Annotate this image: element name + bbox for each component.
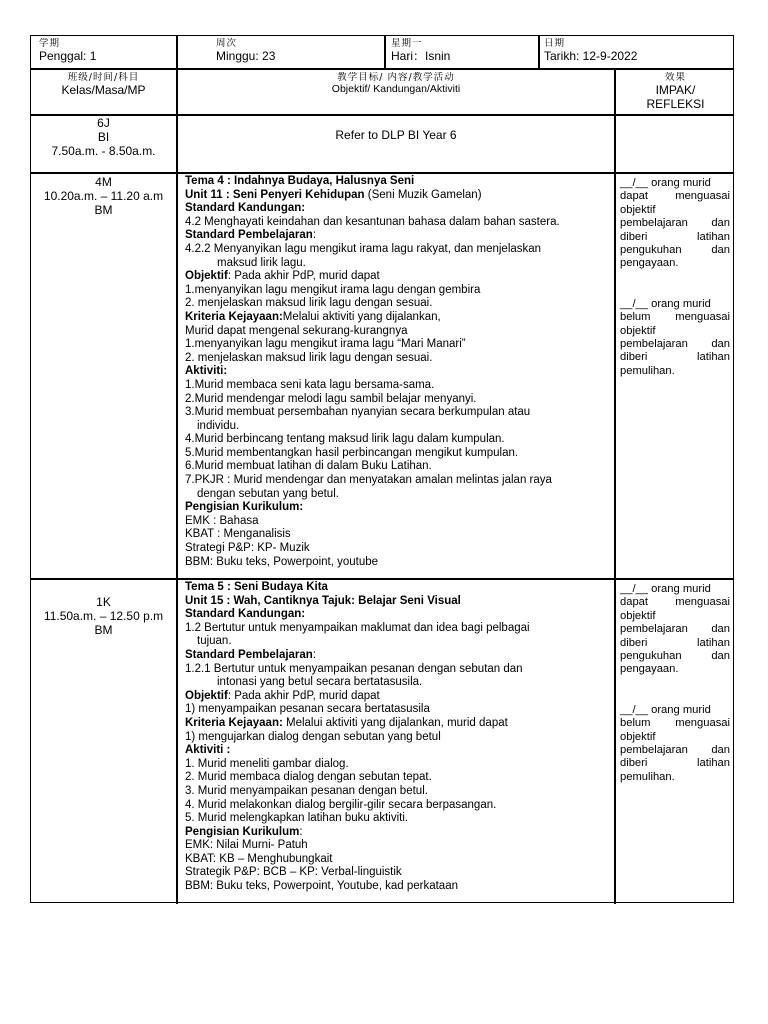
row2-akt-3b: individu. (197, 419, 240, 432)
class-column-header (31, 72, 176, 97)
row2-tema: Tema 4 : Indahnya Budaya, Halusnya Seni (185, 175, 415, 187)
row3-refl-a5: diberi latihan (620, 636, 730, 649)
row2-unit-sub: (Seni Muzik Gamelan) (364, 188, 482, 201)
lesson-plan-table (30, 35, 734, 903)
row2-sp-title-line: Standard Pembelajaran: (185, 229, 317, 242)
row3-akt-title: Aktiviti : (185, 744, 231, 757)
row3-refl-b2: belum menguasai (620, 717, 730, 730)
row2-reflection (616, 173, 735, 378)
row3-time: 11.50a.m. – 12.50 p.m (43, 609, 164, 623)
row2-kk-title: Kriteria Kejayaan: (185, 310, 283, 323)
row2-refl-a5: diberi latihan (620, 230, 730, 243)
row3-refl-a4: pembelajaran dan (620, 623, 730, 636)
row3-pk-3: Strategik P&P: BCB – KP: Verbal-linguistik (185, 866, 402, 879)
row3-akt-1: 1. Murid meneliti gambar dialog. (185, 757, 349, 770)
impact-header-ms-1: IMPAK/ (655, 83, 696, 97)
row1-subject: BI (97, 130, 110, 144)
row3-kk-rest: Melalui aktiviti yang dijalankan, murid dapat (282, 716, 508, 729)
row2-sp-title: Standard Pembelajaran (185, 229, 313, 242)
day-label: 星期一 (391, 38, 423, 49)
row2-content (178, 173, 614, 578)
row3-refl-a6: pengukuhan dan (620, 650, 730, 663)
row1-time: 7.50a.m. - 8.50a.m. (51, 144, 156, 158)
row2-refl-a3: objektif (620, 203, 656, 216)
row3-akt-5: 5. Murid melengkapkan latihan buku aktiviti. (185, 812, 409, 825)
row2-refl-b3: objektif (620, 324, 656, 337)
row3-refl-a7: pengayaan. (620, 663, 679, 676)
row2-refl-b4: pembelajaran dan (620, 338, 730, 351)
row3-refl-b3: objektif (620, 730, 656, 743)
row3-refl-b5: diberi latihan (620, 757, 730, 770)
row3-tema: Tema 5 : Seni Budaya Kita (185, 581, 328, 593)
row2-refl-b1: __/__ orang murid (620, 297, 711, 310)
row2-pk-title: Pengisian Kurikulum: (185, 501, 304, 514)
row2-kk-rest: Melalui aktiviti yang dijalankan, (282, 310, 441, 323)
content-header-cn: 教学目标/ 内容/教学活动 (337, 72, 455, 83)
row2-akt-7a: 7.PKJR : Murid mendengar dan menyatakan amalan melintas jalan raya (185, 474, 552, 487)
row2-akt-2: 2.Murid mendengar melodi lagu sambil belajar menyanyi. (185, 392, 477, 405)
day-value: Hari：Isnin (391, 49, 451, 63)
row3-kk-line (185, 717, 610, 731)
row3-sp-title-line: Standard Pembelajaran: (185, 648, 317, 661)
row2-akt-3a: 3.Murid membuat persembahan nyanyian secara berkumpulan atau (185, 406, 531, 419)
row2-kk-line (185, 311, 610, 325)
row2-akt-6: 6.Murid membuat latihan di dalam Buku Latihan. (185, 460, 432, 473)
row2-unit-title: Unit 11 : Seni Penyeri Kehidupan (185, 188, 365, 201)
col-divider (176, 36, 178, 69)
row3-obj-title: Objektif (185, 689, 228, 702)
row2-obj-1: 1.menyanyikan lagu mengikut irama lagu dengan gembira (185, 283, 481, 296)
row2-kk-2: 2. menjelaskan maksud lirik lagu dengan sesuai. (185, 351, 433, 364)
row3-subject: BM (94, 623, 113, 637)
row3-akt-4: 4. Murid melakonkan dialog bergilir-gilir secara berpasangan. (185, 798, 497, 811)
row3-sp-text-1: 1.2.1 Bertutur untuk menyampaikan pesanan dengan sebutan dan (185, 662, 523, 675)
row-divider (31, 68, 733, 70)
row3-class-cell (31, 595, 176, 637)
row2-sk-text: 4.2 Menghayati keindahan dan kesantunan bahasa dalam bahan sastera. (185, 215, 560, 228)
row2-sp-text-1: 4.2.2 Menyanyikan lagu mengikut irama lagu rakyat, dan menjelaskan (185, 242, 542, 255)
row1-class-cell (31, 116, 176, 158)
row2-refl-a7: pengayaan. (620, 257, 679, 270)
content-column-header (178, 72, 614, 96)
week-value: Minggu: 23 (216, 49, 276, 63)
row2-refl-b2: belum menguasai (620, 311, 730, 324)
row3-obj-line (185, 690, 610, 704)
row2-subject: BM (94, 203, 113, 217)
row3-pk-2: KBAT: KB – Menghubungkait (185, 852, 333, 865)
row3-refl-b4: pembelajaran dan (620, 744, 730, 757)
row3-refl-b6: pemulihan. (620, 770, 675, 783)
row3-akt-2: 2. Murid membaca dialog dengan sebutan tepat. (185, 771, 432, 784)
row3-pk-1: EMK: Nilai Murni- Patuh (185, 839, 308, 852)
date-label: 日期 (544, 38, 566, 49)
row3-class: 1K (96, 595, 111, 609)
row3-sk-text-2: tujuan. (197, 635, 232, 648)
row2-kk-line2: Murid dapat mengenal sekurang-kurangnya (185, 324, 408, 337)
impact-header-cn: 效果 (664, 72, 686, 83)
row2-time: 10.20a.m. – 11.20 a.m (43, 189, 164, 203)
row3-kk-1: 1) mengujarkan dialog dengan sebutan yang betul (185, 730, 441, 743)
impact-header-ms-2: REFLEKSI (646, 97, 705, 111)
row2-akt-title: Aktiviti: (185, 365, 228, 378)
row3-pk-title-line: Pengisian Kurikulum: (185, 825, 303, 838)
row2-kk-1: 1.menyanyikan lagu mengikut irama lagu “Mari Manari” (185, 338, 466, 351)
row3-pk-title: Pengisian Kurikulum (185, 825, 300, 838)
day-cell (391, 38, 536, 63)
date-value: Tarikh: 12-9-2022 (544, 49, 638, 63)
row2-class: 4M (95, 175, 112, 189)
row3-sp-title: Standard Pembelajaran (185, 648, 313, 661)
row3-kk-title: Kriteria Kejayaan: (185, 716, 283, 729)
row2-refl-b5: diberi latihan (620, 351, 730, 364)
row2-akt-7b: dengan sebutan yang betul. (197, 487, 339, 500)
col-divider (538, 36, 540, 69)
row2-obj-2: 2. menjelaskan maksud lirik lagu dengan sesuai. (185, 297, 433, 310)
row3-obj-1: 1) menyampaikan pesanan secara bertatasusila (185, 703, 430, 716)
row2-refl-a1: __/__ orang murid (620, 177, 711, 189)
row2-sk-title: Standard Kandungan: (185, 202, 306, 215)
row3-refl-a2: dapat menguasai (620, 596, 730, 609)
week-cell (216, 38, 381, 63)
row2-akt-1: 1.Murid membaca seni kata lagu bersama-sama. (185, 378, 435, 391)
row3-sp-text-2: intonasi yang betul secara bertatasusila. (217, 676, 423, 689)
row2-refl-b6: pemulihan. (620, 364, 675, 377)
impact-column-header (616, 72, 735, 111)
row2-akt-5: 5.Murid membentangkan hasil perbincangan mengikut kumpulan. (185, 446, 519, 459)
row3-obj-rest: : Pada akhir PdP, murid dapat (227, 689, 380, 702)
row3-pk-4: BBM: Buku teks, Powerpoint, Youtube, kad perkataan (185, 880, 458, 893)
row2-refl-a2: dapat menguasai (620, 190, 730, 203)
row2-class-cell (31, 175, 176, 217)
row3-reflection (616, 579, 735, 784)
row1-content (178, 128, 614, 142)
week-label: 周次 (216, 38, 238, 49)
row2-obj-title: Objektif (185, 270, 228, 283)
row2-obj-rest: : Pada akhir PdP, murid dapat (227, 270, 380, 283)
row2-pk-3: Strategi P&P: KP- Muzik (185, 542, 310, 555)
row3-sk-title: Standard Kandungan: (185, 608, 306, 621)
col-divider (384, 36, 386, 69)
row2-sp-text-2: maksud lirik lagu. (217, 256, 306, 269)
term-value: Penggal: 1 (39, 49, 97, 63)
row3-refl-a3: objektif (620, 609, 656, 622)
term-cell (39, 38, 174, 63)
row2-refl-a4: pembelajaran dan (620, 217, 730, 230)
row2-pk-2: KBAT : Menganalisis (185, 528, 291, 541)
row2-obj-line (185, 270, 610, 284)
row2-akt-4: 4.Murid berbincang tentang maksud lirik lagu dalam kumpulan. (185, 433, 505, 446)
row1-content-text: Refer to DLP BI Year 6 (335, 128, 457, 142)
row3-refl-a1: __/__ orang murid (620, 583, 711, 595)
row3-akt-3: 3. Murid menyampaikan pesanan dengan betul. (185, 784, 428, 797)
content-header-ms: Objektif/ Kandungan/Aktiviti (331, 83, 461, 95)
row2-pk-4: BBM: Buku teks, Powerpoint, youtube (185, 555, 379, 568)
row2-unit (185, 189, 610, 203)
row2-pk-1: EMK : Bahasa (185, 514, 259, 527)
class-header-cn: 班级/时间/科目 (67, 72, 140, 83)
row3-content (178, 579, 614, 903)
row1-class: 6J (97, 116, 110, 130)
date-cell (544, 38, 729, 63)
row2-refl-a6: pengukuhan dan (620, 244, 730, 257)
term-label: 学期 (39, 38, 61, 49)
row3-refl-b1: __/__ orang murid (620, 703, 711, 716)
row3-unit: Unit 15 : Wah, Cantiknya Tajuk: Belajar Seni Visual (185, 594, 461, 607)
row3-sk-text-1: 1.2 Bertutur untuk menyampaikan maklumat dan idea bagi pelbagai (185, 621, 530, 634)
class-header-ms: Kelas/Masa/MP (61, 83, 146, 97)
